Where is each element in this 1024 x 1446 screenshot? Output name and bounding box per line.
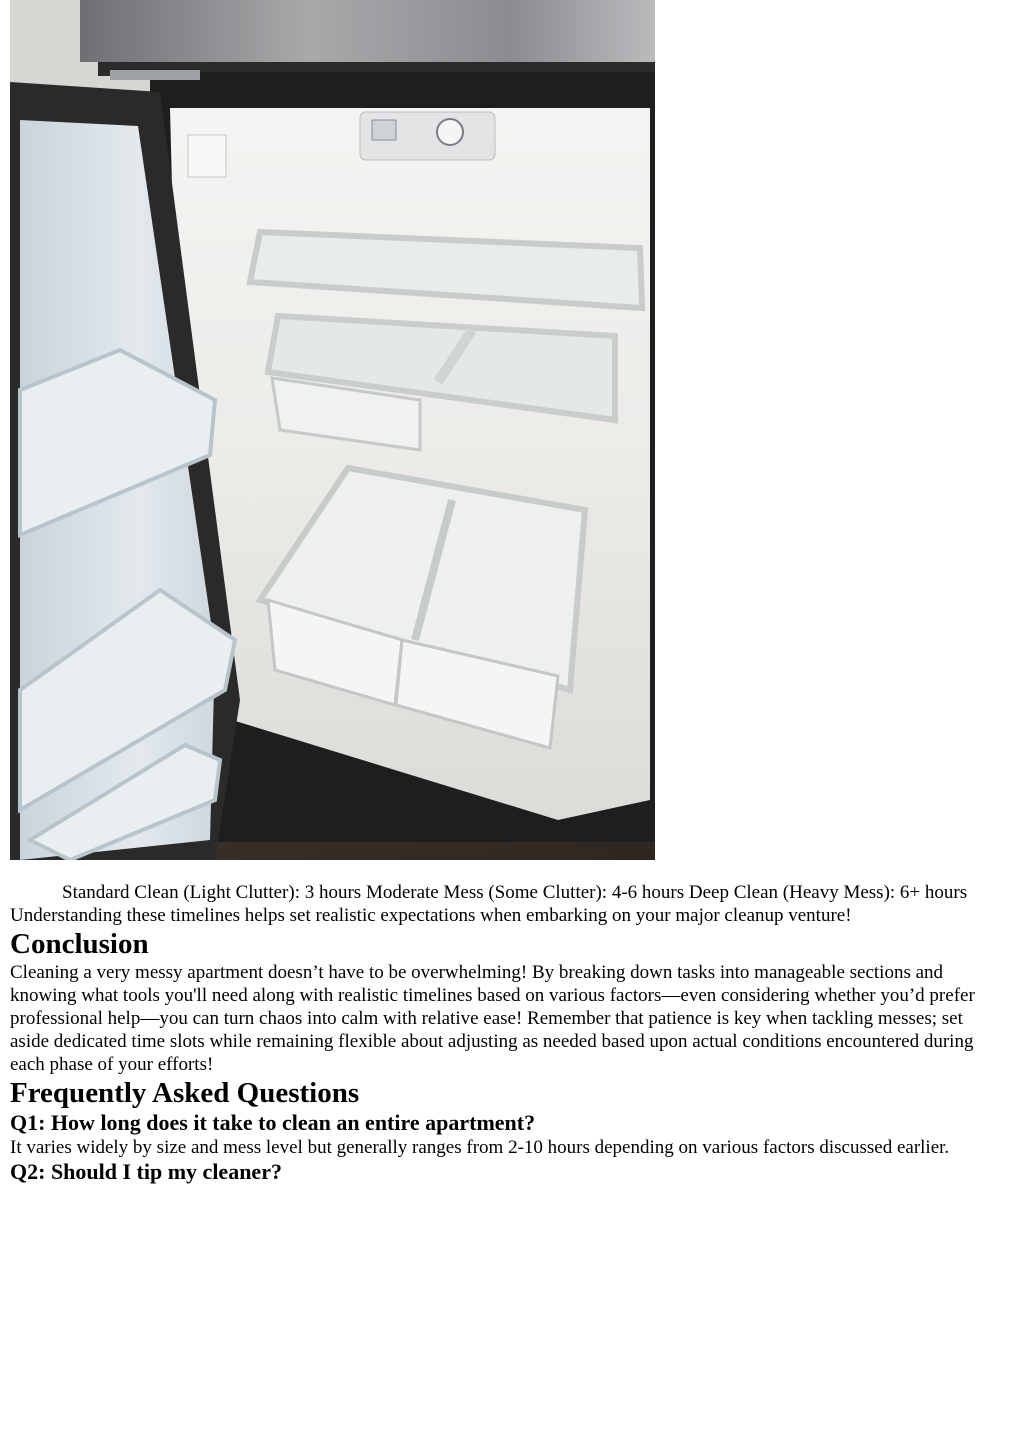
understanding-paragraph: Understanding these timelines helps set realistic expectations when embarking on your major cleanup venture! — [10, 905, 852, 926]
faq-answer-1: It varies widely by size and mess level but generally ranges from 2-10 hours depending on various factors discussed earlier. — [10, 1137, 950, 1158]
timeline-quote: Standard Clean (Light Clutter): 3 hours Moderate Mess (Some Clutter): 4-6 hours Deep Clean (Heavy Mess): 6+ hours — [62, 882, 968, 903]
article — [10, 0, 1004, 1185]
conclusion-heading: Conclusion — [10, 928, 149, 960]
refrigerator-photo — [10, 0, 655, 860]
faq-question-1: Q1: How long does it take to clean an entire apartment? — [10, 1110, 536, 1135]
faq-heading: Frequently Asked Questions — [10, 1077, 360, 1109]
conclusion-paragraph: Cleaning a very messy apartment doesn’t have to be overwhelming! By breaking down tasks into manageable sections and knowing what tools you'll need along with realistic timelines based on various factors—even considering whether you’d prefer professional help—you can turn chaos into calm with relative ease! Remember that patience is key when tackling messes; set aside dedicated time slots while remaining flexible about adjusting as needed based upon actual conditions encountered during each phase of your efforts! — [10, 962, 975, 1075]
faq-question-2: Q2: Should I tip my cleaner? — [10, 1159, 282, 1184]
refrigerator-illustration — [10, 0, 655, 860]
